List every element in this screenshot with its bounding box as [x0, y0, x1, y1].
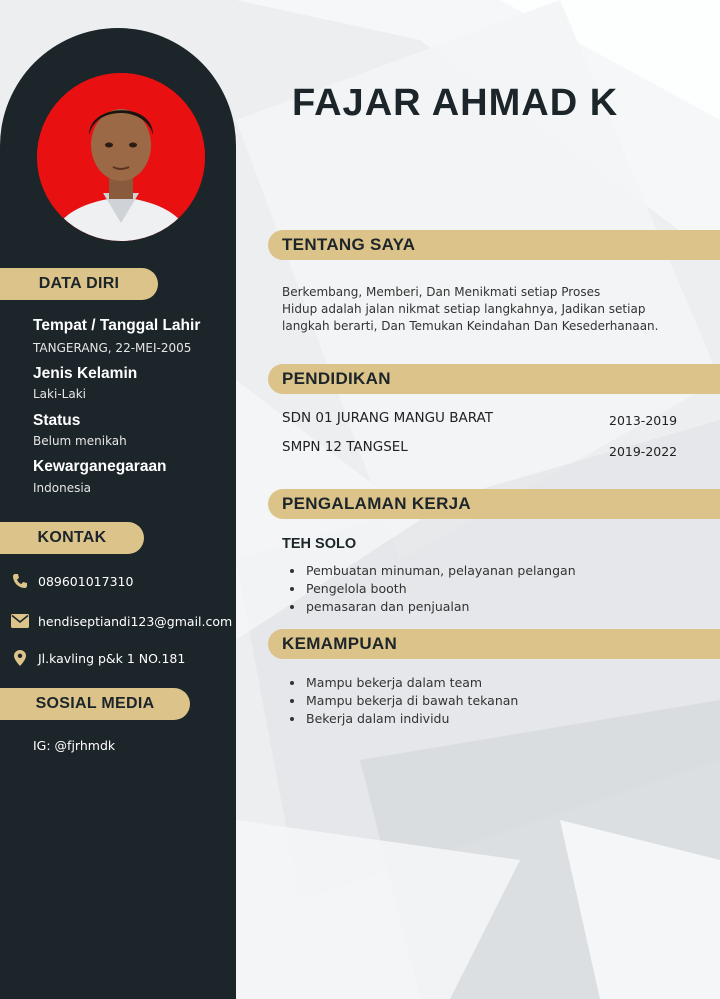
job-duties-list — [290, 562, 576, 616]
about-line: Berkembang, Memberi, Dan Menikmati setiap Proses — [282, 285, 601, 299]
field-value-birth: TANGERANG, 22-MEI-2005 — [33, 341, 192, 355]
phone-icon — [10, 573, 30, 589]
location-pin-icon — [10, 650, 30, 666]
field-value-nationality: Indonesia — [33, 481, 92, 495]
tentang-saya-heading: TENTANG SAYA — [268, 230, 720, 260]
kontak-heading: KONTAK — [0, 522, 144, 554]
contact-address-text: Jl.kavling p&k 1 NO.181 — [38, 650, 186, 666]
education-school: SDN 01 JURANG MANGU BARAT — [282, 410, 493, 426]
about-line: Hidup adalah jalan nikmat setiap langkahnya, Jadikan setiap — [282, 302, 646, 316]
kemampuan-heading: KEMAMPUAN — [268, 629, 720, 659]
sosial-media-heading: SOSIAL MEDIA — [0, 688, 190, 720]
contact-email[interactable] — [10, 613, 232, 629]
education-years: 2013-2019 — [609, 413, 678, 428]
field-value-status: Belum menikah — [33, 434, 127, 448]
sidebar — [0, 28, 236, 999]
skills-list — [290, 674, 518, 728]
field-value-gender: Laki-Laki — [33, 387, 86, 401]
field-label-nationality: Kewarganegaraan — [33, 458, 167, 475]
education-years: 2019-2022 — [609, 444, 678, 459]
list-item: Mampu bekerja di bawah tekanan — [290, 692, 518, 710]
profile-photo — [37, 73, 205, 241]
list-item: Bekerja dalam individu — [290, 710, 518, 728]
job-title: TEH SOLO — [282, 536, 357, 552]
education-school: SMPN 12 TANGSEL — [282, 439, 408, 455]
pendidikan-heading: PENDIDIKAN — [268, 364, 720, 394]
pengalaman-kerja-heading: PENGALAMAN KERJA — [268, 489, 720, 519]
contact-address[interactable] — [10, 650, 185, 666]
contact-phone-text: 089601017310 — [38, 573, 134, 589]
contact-email-text: hendiseptiandi123@gmail.com — [38, 613, 233, 629]
data-diri-heading: DATA DIRI — [0, 268, 158, 300]
list-item: pemasaran dan penjualan — [290, 598, 576, 616]
list-item: Pembuatan minuman, pelayanan pelangan — [290, 562, 576, 580]
social-instagram[interactable]: IG: @fjrhmdk — [33, 738, 116, 753]
contact-phone[interactable] — [10, 573, 133, 589]
page-title: FAJAR AHMAD K — [292, 82, 619, 124]
field-label-birth: Tempat / Tanggal Lahir — [33, 317, 201, 334]
list-item: Mampu bekerja dalam team — [290, 674, 518, 692]
about-text — [282, 284, 702, 335]
field-label-status: Status — [33, 412, 81, 429]
field-label-gender: Jenis Kelamin — [33, 365, 138, 382]
list-item: Pengelola booth — [290, 580, 576, 598]
about-line: langkah berarti, Dan Temukan Keindahan Dan Kesederhanaan. — [282, 319, 659, 333]
email-icon — [10, 613, 30, 629]
